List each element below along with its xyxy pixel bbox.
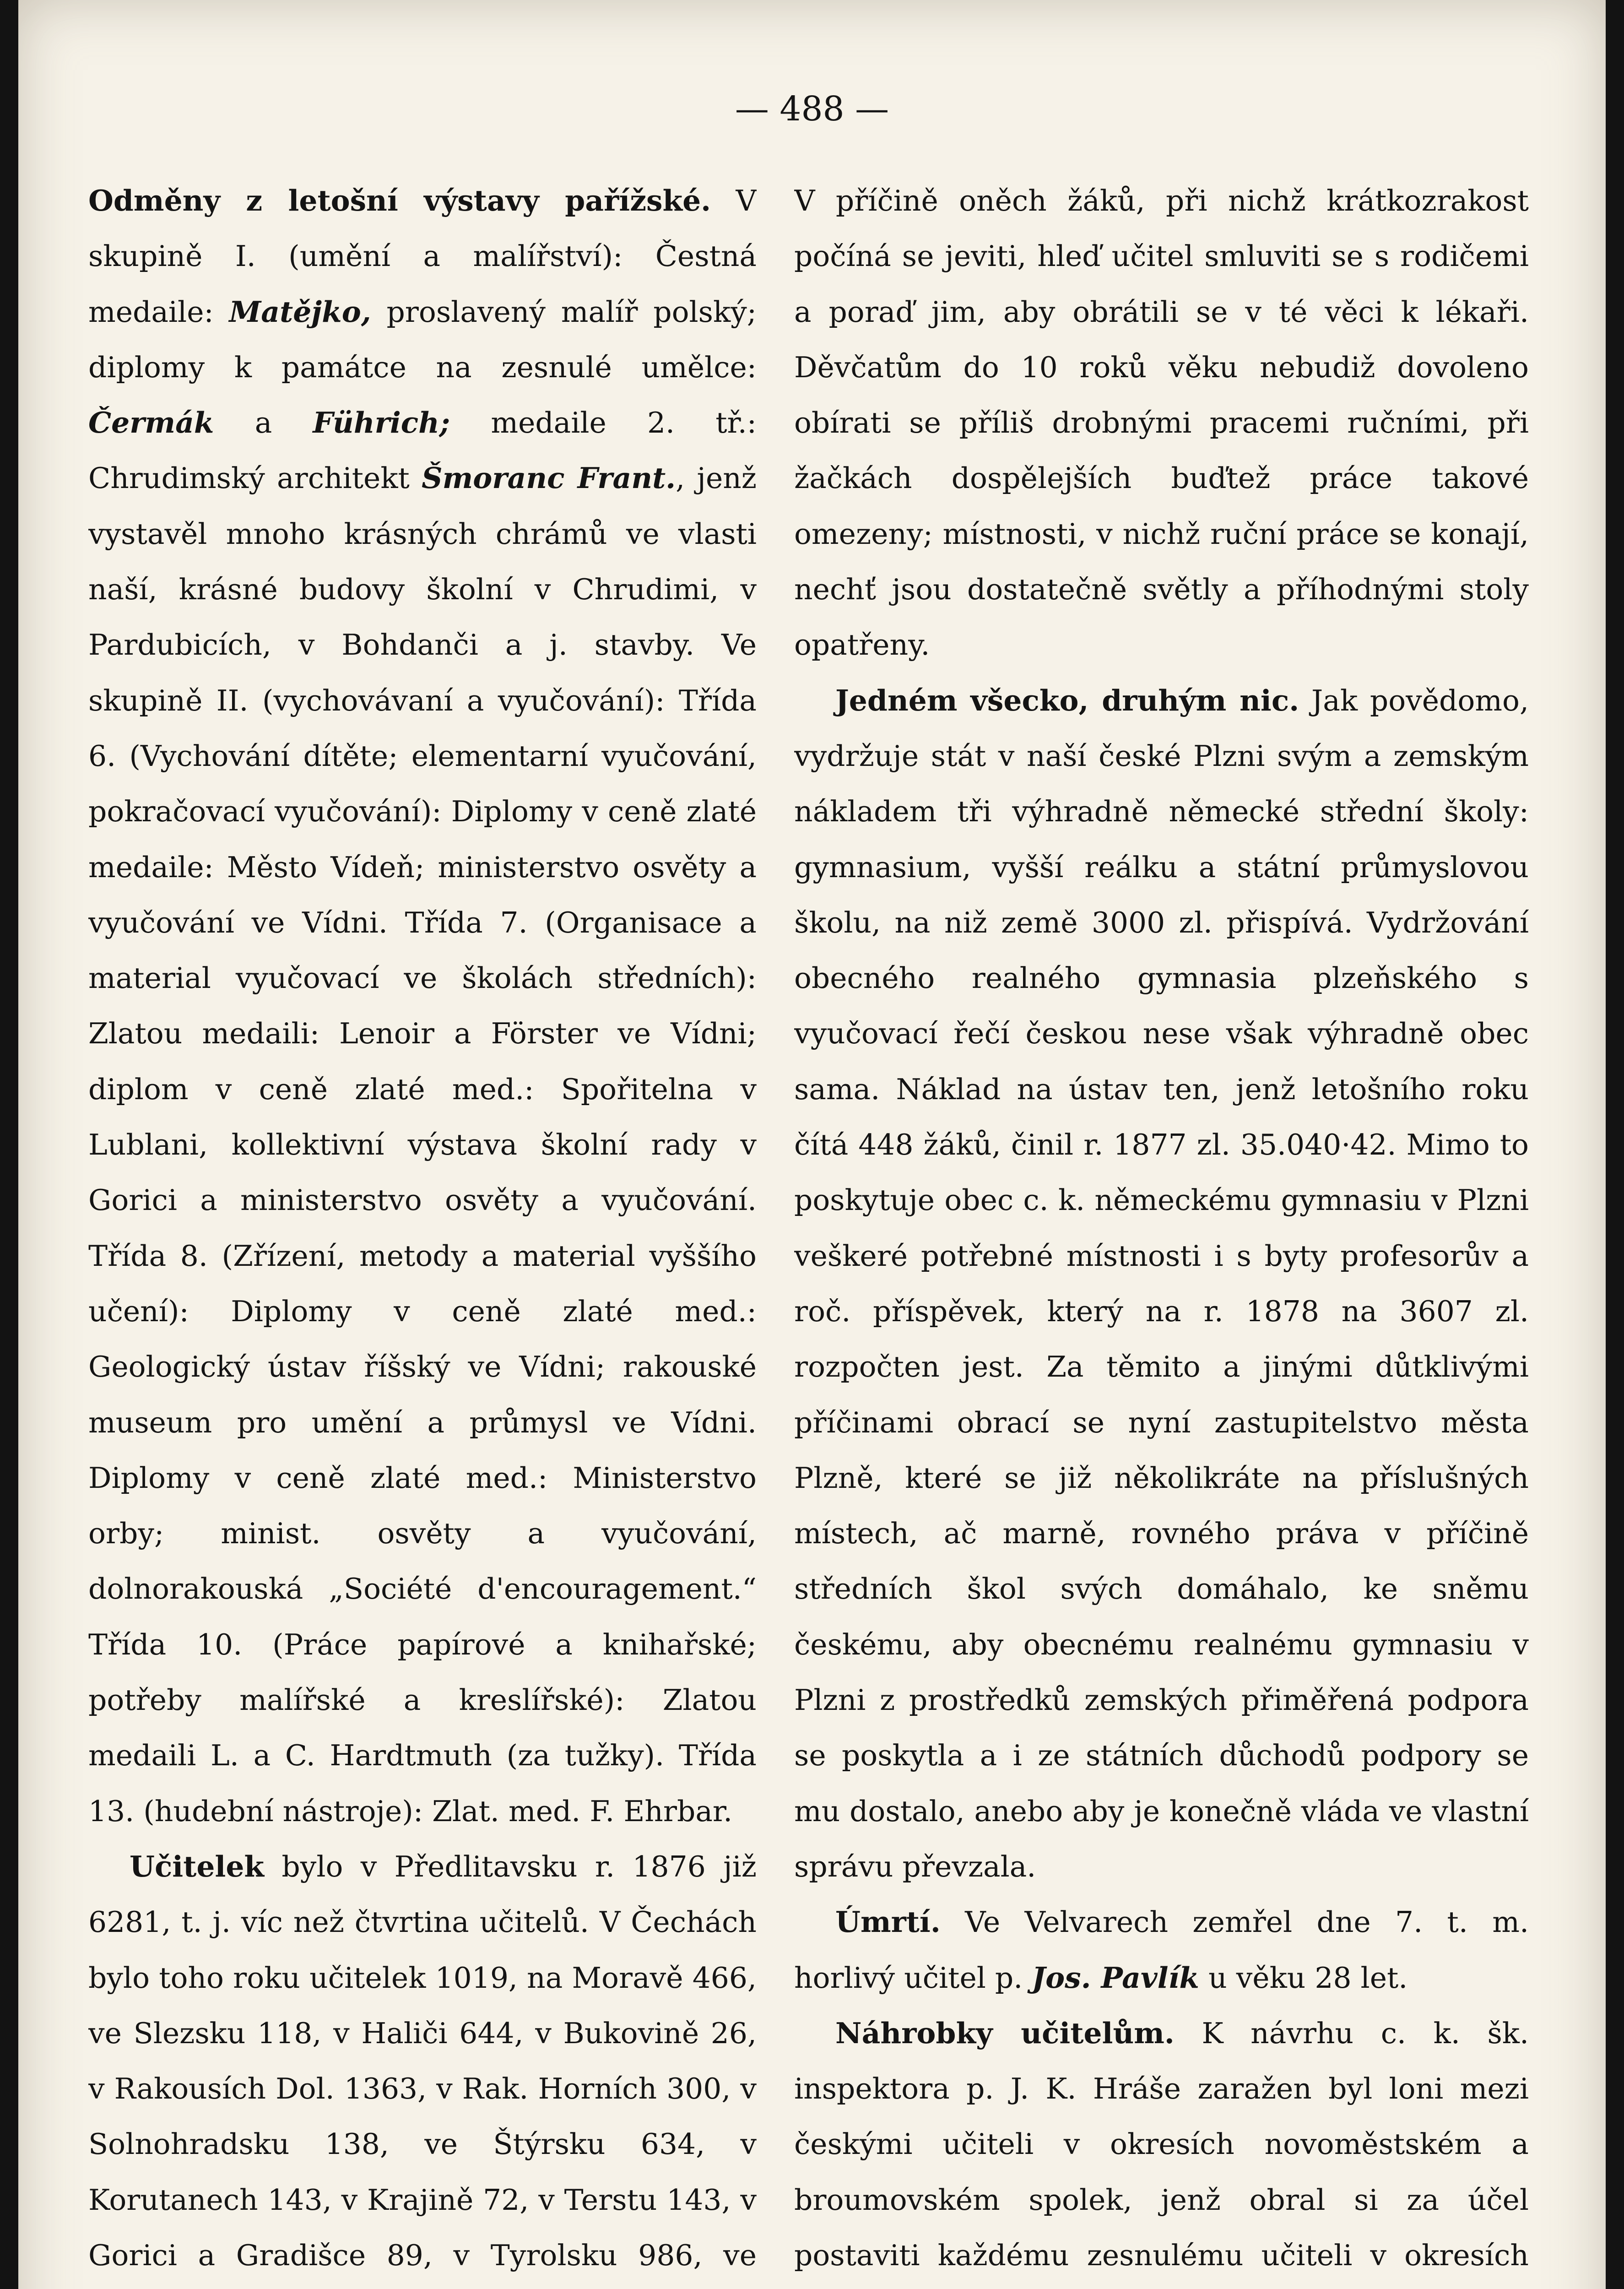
text-segment: Ve Velvarech zemřel dne 7. t. m. horlivý učitel p. [794, 1905, 1529, 1995]
text-segment: a [214, 406, 313, 440]
name-cermak: Čermák [88, 406, 214, 440]
text-segment: V skupině I. (umění a malířství): Čestná medaile: [88, 184, 757, 329]
paragraph-death [794, 1894, 1529, 2006]
page [18, 0, 1606, 2289]
paragraph-myopia-continued: V příčině oněch žáků, při nichž krátkozrakost počíná se jeviti, hleď učitel smluviti se s rodičemi a poraď jim, aby obrátili se v té věci k lékaři. Děvčatům do 10 roků věku nebudiž dovoleno obírati se příliš drobnými pracemi ručními, při žačkách dospělejších buďtež práce takové omezeny; místnosti, v nichž ruční práce se konají, nechť jsou dostatečně světly a příhodnými stoly opatřeny. [794, 184, 1529, 662]
paragraph-exhibition-awards [88, 173, 757, 1839]
paragraph-tombstones [794, 2006, 1529, 2289]
text-segment: medaile 2. tř.: Chrudimský architekt [88, 406, 757, 495]
name-matejko: Matějko, [229, 294, 371, 329]
heading-teachers-count: Učitelek [130, 1849, 265, 1883]
paragraph-plzen-schools [794, 673, 1529, 1895]
heading-plzen-schools: Jedném všecko, druhým nic. [835, 683, 1299, 717]
text-segment: , jenž vystavěl mnoho krásných chrámů ve vlasti naší, krásné budovy školní v Chrudimi, v Pardubicích, v Bohdanči a j. stavby. Ve skupině II. (vychovávaní a vyučování): Třída 6. (Vychování dítěte; elementarní vyučování, pokračovací vyučování): Diplomy v ceně zlaté medaile: Město Vídeň; ministerstvo osvěty a vyučování ve Vídni. Třída 7. (Organisace a material vyučovací ve školách středních): Zlatou medaili: Lenoir a Förster ve Vídni; diplom v ceně zlaté med.: Spořitelna v Lublani, kollektivní výstava školní rady v Gorici a ministerstvo osvěty a vyučování. Třída 8. (Zřízení, metody a material vyššího učení): Diplomy v ceně zlaté med.: Geologický ústav říšský ve Vídni; rakouské museum pro umění a průmysl ve Vídni. Diplomy v ceně zlaté med.: Ministerstvo orby; minist. osvěty a vyučování, dolnorakouská „Société d'encouragement.“ Třída 10. (Práce papírové a knihařské; potřeby malířské a kreslířské): Zlatou medaili L. a C. Hardtmuth (za tužky). Třída 13. (hudební nástroje): Zlat. med. F. Ehrbar. [88, 461, 757, 1828]
heading-exhibition-awards: Odměny z letošní výstavy pařížské. [88, 184, 711, 217]
name-smoranc: Šmoranc Frant. [422, 461, 676, 495]
paragraph-teachers-count [88, 1839, 757, 2289]
text-segment: bylo v Předlitavsku r. 1876 již 6281, t. j. víc než čtvrtina učitelů. V Čechách bylo toho roku učitelek 1019, na Moravě 466, ve Slezsku 118, v Haliči 644, v Bukovině 26, v Rakousích Dol. 1363, v Rak. Horních 300, v Solnohradsku 138, ve Štýrsku 634, v Korutanech 143, v Krajině 72, v Terstu 143, v Gorici a Gradišce 89, v Tyrolsku 986, ve [88, 1850, 757, 2272]
right-column [794, 173, 1529, 2289]
name-fuhrich: Führich; [313, 406, 450, 440]
text-segment: proslavený malíř polský; diplomy k památce na zesnulé umělce: [88, 295, 757, 384]
text-segment: Jak povědomo, vydržuje stát v naší české Plzni svým a zemským nákladem tři výhradně německé střední školy: gymnasium, vyšší reálku a státní průmyslovou školu, na niž země 3000 zl. přispívá. Vydržování obecného realného gymnasia plzeňského s vyučovací řečí českou nese však výhradně obec sama. Náklad na ústav ten, jenž letošního roku čítá 448 žáků, činil r. 1877 zl. 35.040·42. Mimo to poskytuje obec c. k. německému gymnasiu v Plzni veškeré potřebné místnosti i s byty profesorův a roč. příspěvek, který na r. 1878 na 3607 zl. rozpočten jest. Za těmito a jinými důtklivými příčinami obrací se nyní zastupitelstvo města Plzně, které se již několikráte na příslušných místech, ač marně, rovného práva v příčině středních škol svých domáhalo, ke sněmu českému, aby obecnému realnému gymnasiu v Plzni z prostředků zemských přiměřená podpora se poskytla a i ze státních důchodů podpory se mu dostalo, anebo aby je konečně vláda ve vlastní správu převzala. [794, 683, 1529, 1883]
left-column [88, 173, 757, 2289]
name-pavlik: Jos. Pavlík [1032, 1960, 1200, 1995]
heading-tombstones: Náhrobky učitelům. [835, 2016, 1175, 2050]
text-segment: u věku 28 let. [1199, 1961, 1408, 1995]
page-number: — 488 — [735, 89, 889, 129]
heading-death: Úmrtí. [835, 1905, 941, 1939]
text-segment: K návrhu c. k. šk. inspektora p. J. K. Hráše zaražen byl loni mezi českými učiteli v okresích novoměstském a broumovském spolek, jenž obral si za účel postaviti každému zesnulému učiteli v okresích [794, 2016, 1529, 2272]
